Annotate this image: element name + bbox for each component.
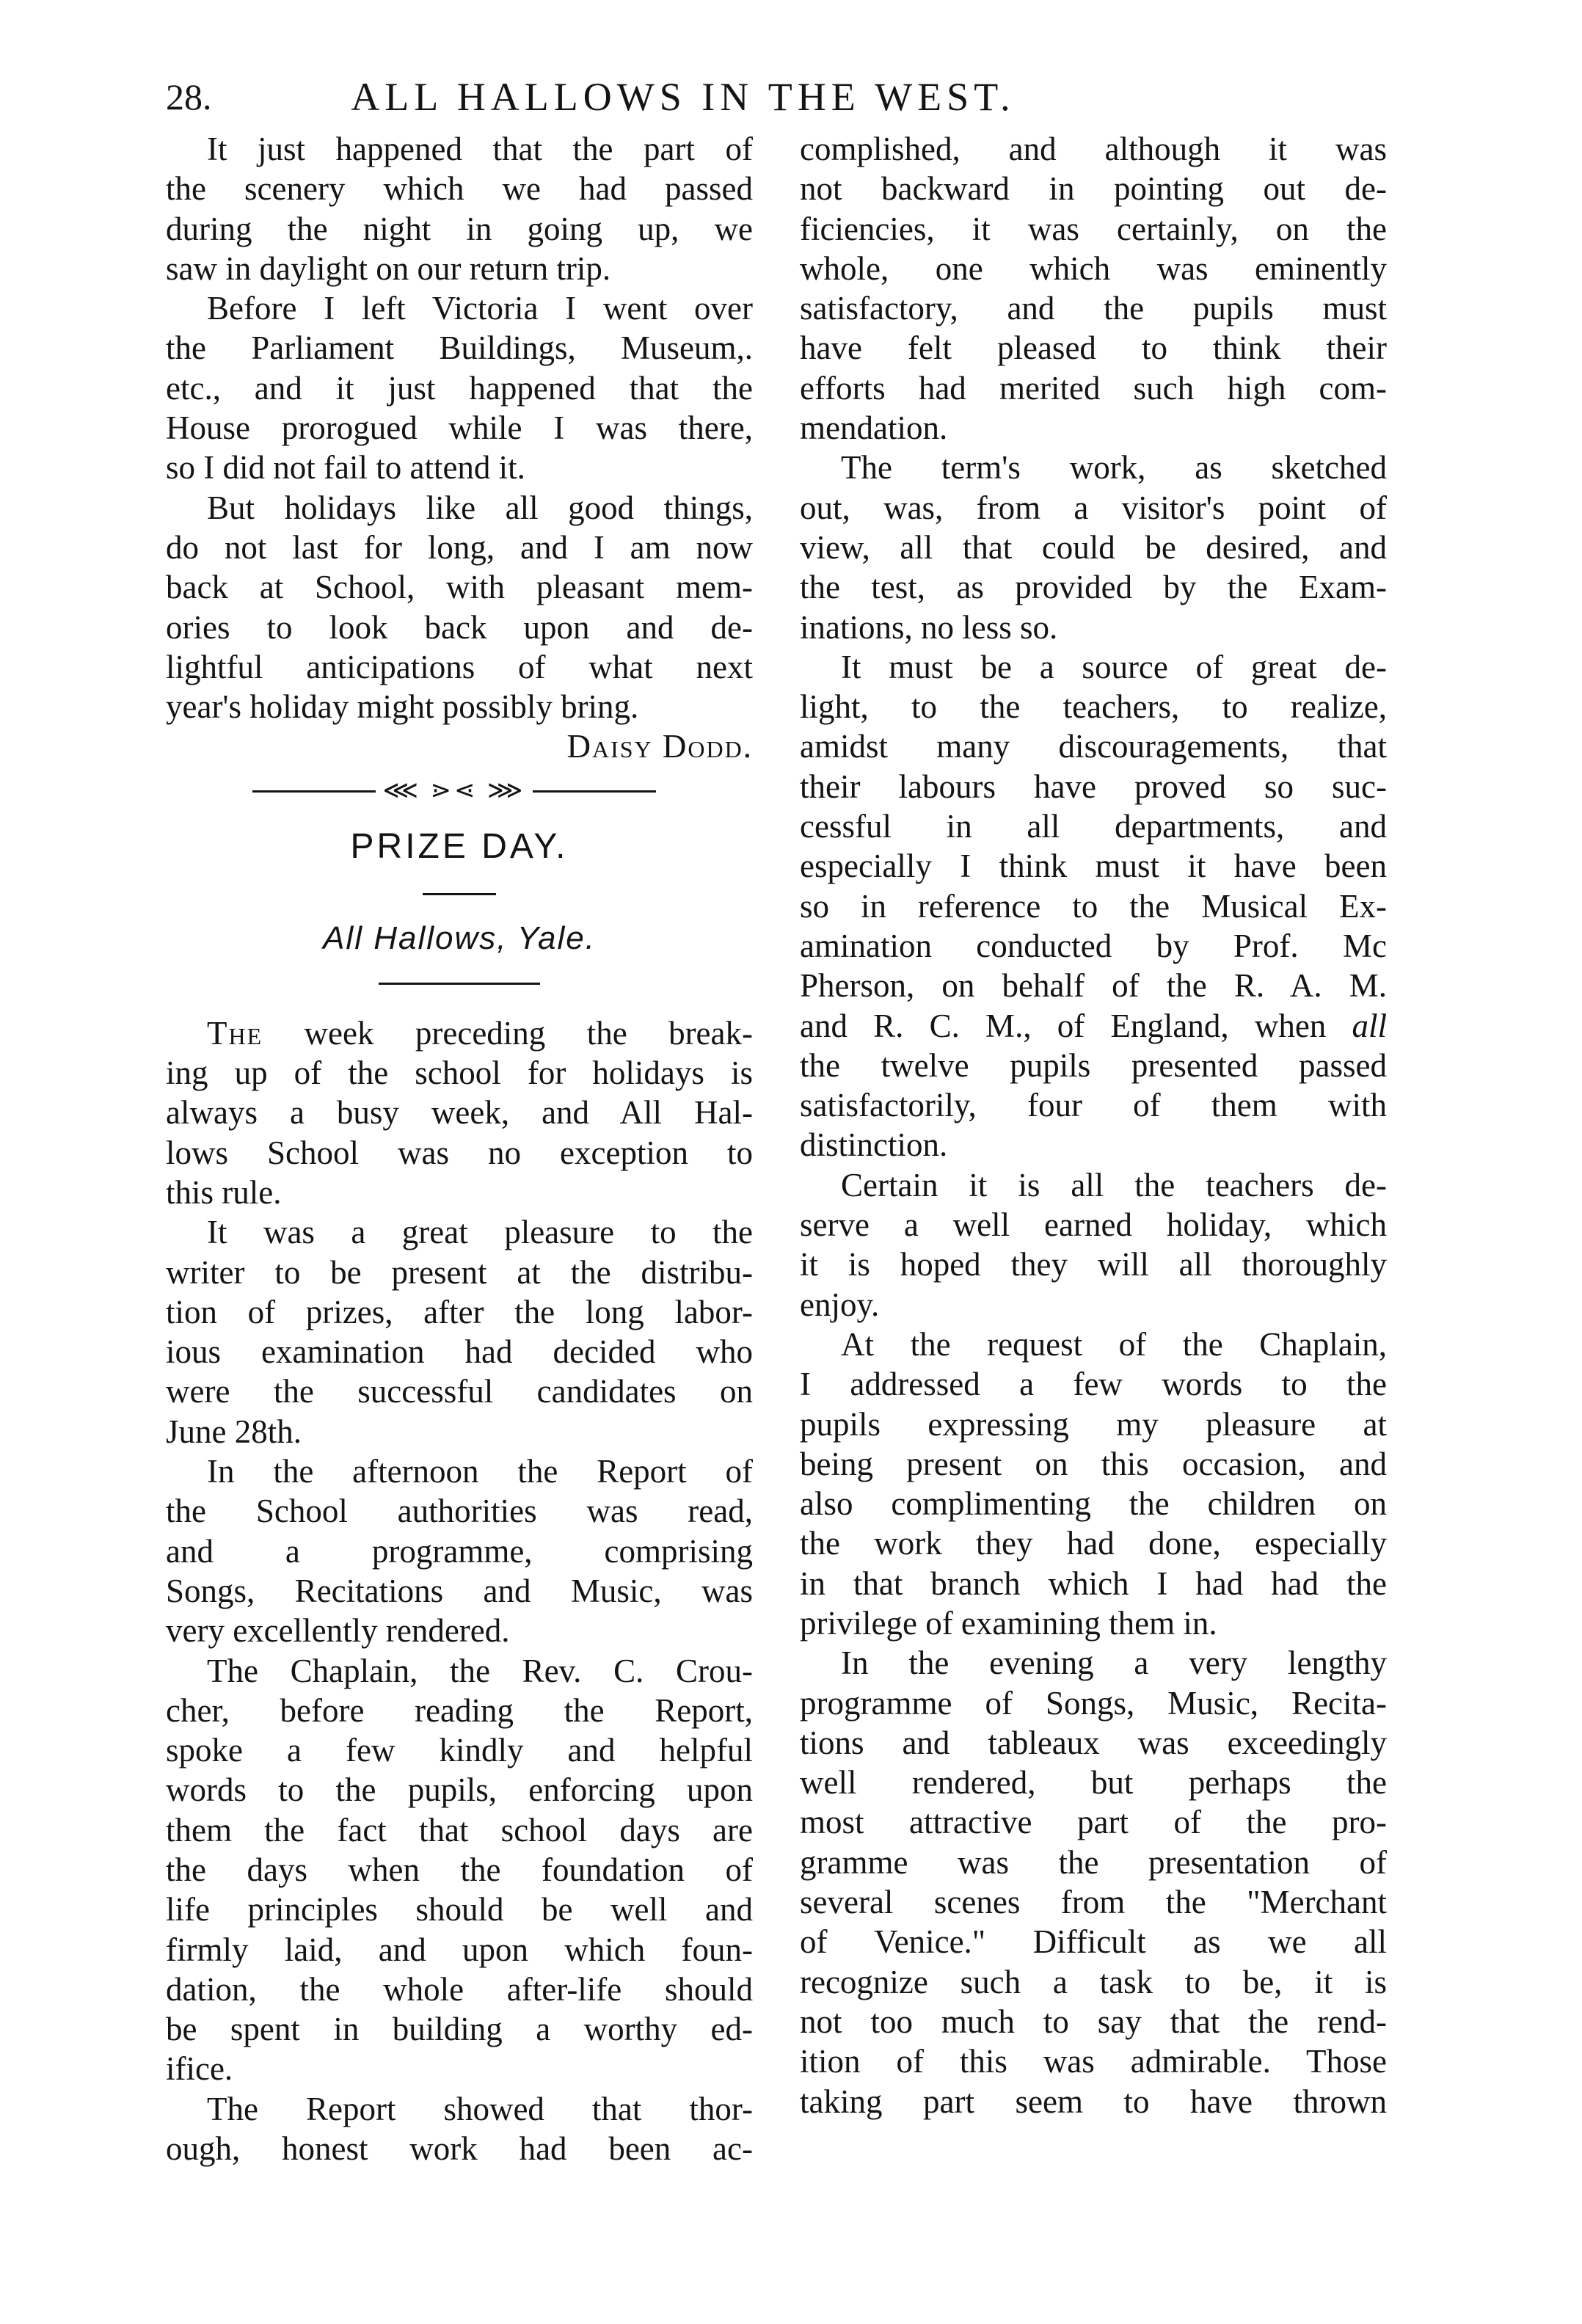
text-line: also complimenting the children on [800, 1485, 1387, 1523]
text-line: lightful anticipations of what next [166, 648, 753, 685]
text-line: Certain it is all the teachers de- [841, 1166, 1387, 1203]
text-line: the twelve pupils presented passed [800, 1046, 1387, 1084]
text-line: satisfactory, and the pupils must [800, 290, 1387, 327]
text-line: distinction. [800, 1126, 948, 1164]
text-line: especially I think must it have been [800, 848, 1387, 885]
text-line: words to the pupils, enforcing upon [166, 1771, 753, 1809]
text-line [800, 1006, 1387, 1046]
text-line: lows School was no exception to [166, 1134, 753, 1171]
text-line: have felt pleased to think their [800, 329, 1387, 367]
text-line: ing up of the school for holidays is [166, 1054, 753, 1092]
first-line-rest: week preceding the break- [263, 1014, 753, 1052]
section-subtitle: All Hallows, Yale. [323, 919, 596, 956]
text-line: whole, one which was eminently [800, 249, 1387, 287]
text-line: programme of Songs, Music, Recita- [800, 1684, 1387, 1722]
subtitle-divider [166, 968, 753, 1013]
text-line: enjoy. [800, 1286, 880, 1323]
text-line: ition of this was admirable. Those [800, 2043, 1387, 2080]
text-line: ough, honest work had been ac- [166, 2130, 753, 2168]
text-line: the days when the foundation of [166, 1851, 753, 1888]
running-title: ALL HALLOWS IN THE WEST. [351, 75, 1016, 119]
text-line: gramme was the presentation of [800, 1843, 1387, 1881]
left-column [166, 129, 753, 2168]
text-line: The Report showed that thor- [207, 2090, 753, 2127]
text-line: it is hoped they will all thoroughly [800, 1246, 1387, 1283]
text-line: not backward in pointing out de- [800, 170, 1387, 208]
right-column [800, 129, 1387, 2121]
text-line: ifice. [166, 2050, 233, 2088]
text-line: firmly laid, and upon which foun- [166, 1931, 753, 1968]
page-number: 28. [166, 76, 212, 117]
text-line: the scenery which we had passed [166, 170, 753, 208]
text-line: so I did not fail to attend it. [166, 449, 525, 487]
text-line: mendation. [800, 409, 948, 447]
text-line: life principles should be well and [166, 1891, 753, 1928]
ornament-glyph: ⋘ ⋗⋖ ⋙ [382, 776, 526, 804]
text-line: this rule. [166, 1173, 282, 1211]
text-line: year's holiday might possibly bring. [166, 688, 639, 726]
text-line: and a programme, comprising [166, 1532, 753, 1570]
text-line: them the fact that school days are [166, 1811, 753, 1848]
text-line: privilege of examining them in. [800, 1604, 1217, 1642]
title-divider [166, 878, 753, 909]
text-line: being present on this occasion, and [800, 1445, 1387, 1482]
ornament-rule-right [533, 790, 656, 793]
text-line: very excellently rendered. [166, 1612, 510, 1650]
page-header [166, 68, 1134, 126]
text-line: back at School, with pleasant mem- [166, 569, 753, 606]
text-line: It was a great pleasure to the [207, 1214, 753, 1251]
text-line: taking part seem to have thrown [800, 2083, 1387, 2120]
text-line: so in reference to the Musical Ex- [800, 887, 1387, 925]
text-line: It just happened that the part of [207, 131, 753, 167]
text-line: complished, and although it was [800, 131, 1387, 167]
text-line: several scenes from the "Merchant [800, 1884, 1387, 1921]
text-line: In the afternoon the Report of [207, 1453, 753, 1490]
text-line: tions and tableaux was exceedingly [800, 1724, 1387, 1761]
text-line: recognize such a task to be, it is [800, 1963, 1387, 2000]
text-line: satisfactorily, four of them with [800, 1087, 1387, 1124]
author-signature: Daisy Dodd. [566, 728, 753, 765]
text-line: their labours have proved so suc- [800, 768, 1387, 805]
text-line: cher, before reading the Report, [166, 1691, 753, 1729]
text-line: ious examination had decided who [166, 1333, 753, 1371]
text-line: be spent in building a worthy ed- [166, 2011, 753, 2048]
title-divider-bar [423, 893, 496, 895]
text-line: light, to the teachers, to realize, [800, 688, 1387, 726]
text-line: At the request of the Chaplain, [841, 1325, 1387, 1363]
text-line: etc., and it just happened that the [166, 369, 753, 407]
text-line: always a busy week, and All Hal- [166, 1094, 753, 1132]
text-segment: and R. C. M., of England, when [800, 1007, 1352, 1044]
text-line: the work they had done, especially [800, 1525, 1387, 1562]
text-line: spoke a few kindly and helpful [166, 1732, 753, 1769]
text-line: saw in daylight on our return trip. [166, 249, 611, 287]
text-line: view, all that could be desired, and [800, 528, 1387, 566]
text-line: dation, the whole after-life should [166, 1970, 753, 2008]
text-line: amination conducted by Prof. Mc [800, 927, 1387, 964]
signature-line [166, 726, 753, 766]
text-line: ories to look back upon and de- [166, 608, 753, 646]
text-line: writer to be present at the distribu- [166, 1253, 753, 1291]
text-line: June 28th. [166, 1413, 302, 1450]
text-line: of Venice." Difficult as we all [800, 1923, 1387, 1961]
italic-emphasis: all [1352, 1007, 1387, 1044]
text-line: The Chaplain, the Rev. C. Crou- [207, 1652, 753, 1689]
right-body-paragraphs [800, 129, 1387, 2121]
text-line: It must be a source of great de- [841, 648, 1387, 685]
text-line: pupils expressing my pleasure at [800, 1405, 1387, 1443]
text-line: were the successful candidates on [166, 1373, 753, 1410]
text-line: the Parliament Buildings, Museum,. [166, 329, 753, 367]
text-line: amidst many discouragements, that [800, 728, 1387, 765]
text-line: not too much to say that the rend- [800, 2003, 1387, 2040]
section-ornament [166, 767, 753, 815]
body-first-line [166, 1013, 753, 1053]
text-line: Songs, Recitations and Music, was [166, 1572, 753, 1609]
text-line: serve a well earned holiday, which [800, 1206, 1387, 1244]
text-line: efforts had merited such high com- [800, 369, 1387, 407]
body-paragraphs [166, 1053, 753, 2168]
text-line: House prorogued while I was there, [166, 409, 753, 447]
text-line: The term's work, as sketched [841, 449, 1387, 487]
text-line: tion of prizes, after the long labor- [166, 1293, 753, 1330]
text-line: well rendered, but perhaps the [800, 1764, 1387, 1802]
text-line: out, was, from a visitor's point of [800, 489, 1387, 526]
text-line: do not last for long, and I am now [166, 528, 753, 566]
text-line: I addressed a few words to the [800, 1366, 1387, 1403]
ornament-rule-left [252, 790, 376, 793]
dropcap-word: The [207, 1014, 263, 1052]
section-title: PRIZE DAY. [350, 826, 569, 866]
subtitle-divider-bar [379, 983, 540, 985]
text-line: most attractive part of the pro- [800, 1804, 1387, 1841]
text-line: Pherson, on behalf of the R. A. M. [800, 967, 1387, 1005]
text-line: In the evening a very lengthy [841, 1644, 1387, 1682]
text-line: cessful in all departments, and [800, 808, 1387, 845]
text-line: during the night in going up, we [166, 210, 753, 247]
text-line: ficiencies, it was certainly, on the [800, 210, 1387, 247]
text-line: Before I left Victoria I went over [207, 290, 753, 327]
text-line: inations, no less so. [800, 608, 1058, 646]
intro-paragraphs [166, 129, 753, 726]
text-line: But holidays like all good things, [207, 489, 753, 526]
text-line: in that branch which I had had the [800, 1564, 1387, 1602]
text-line: the School authorities was read, [166, 1493, 753, 1530]
text-line: the test, as provided by the Exam- [800, 569, 1387, 606]
